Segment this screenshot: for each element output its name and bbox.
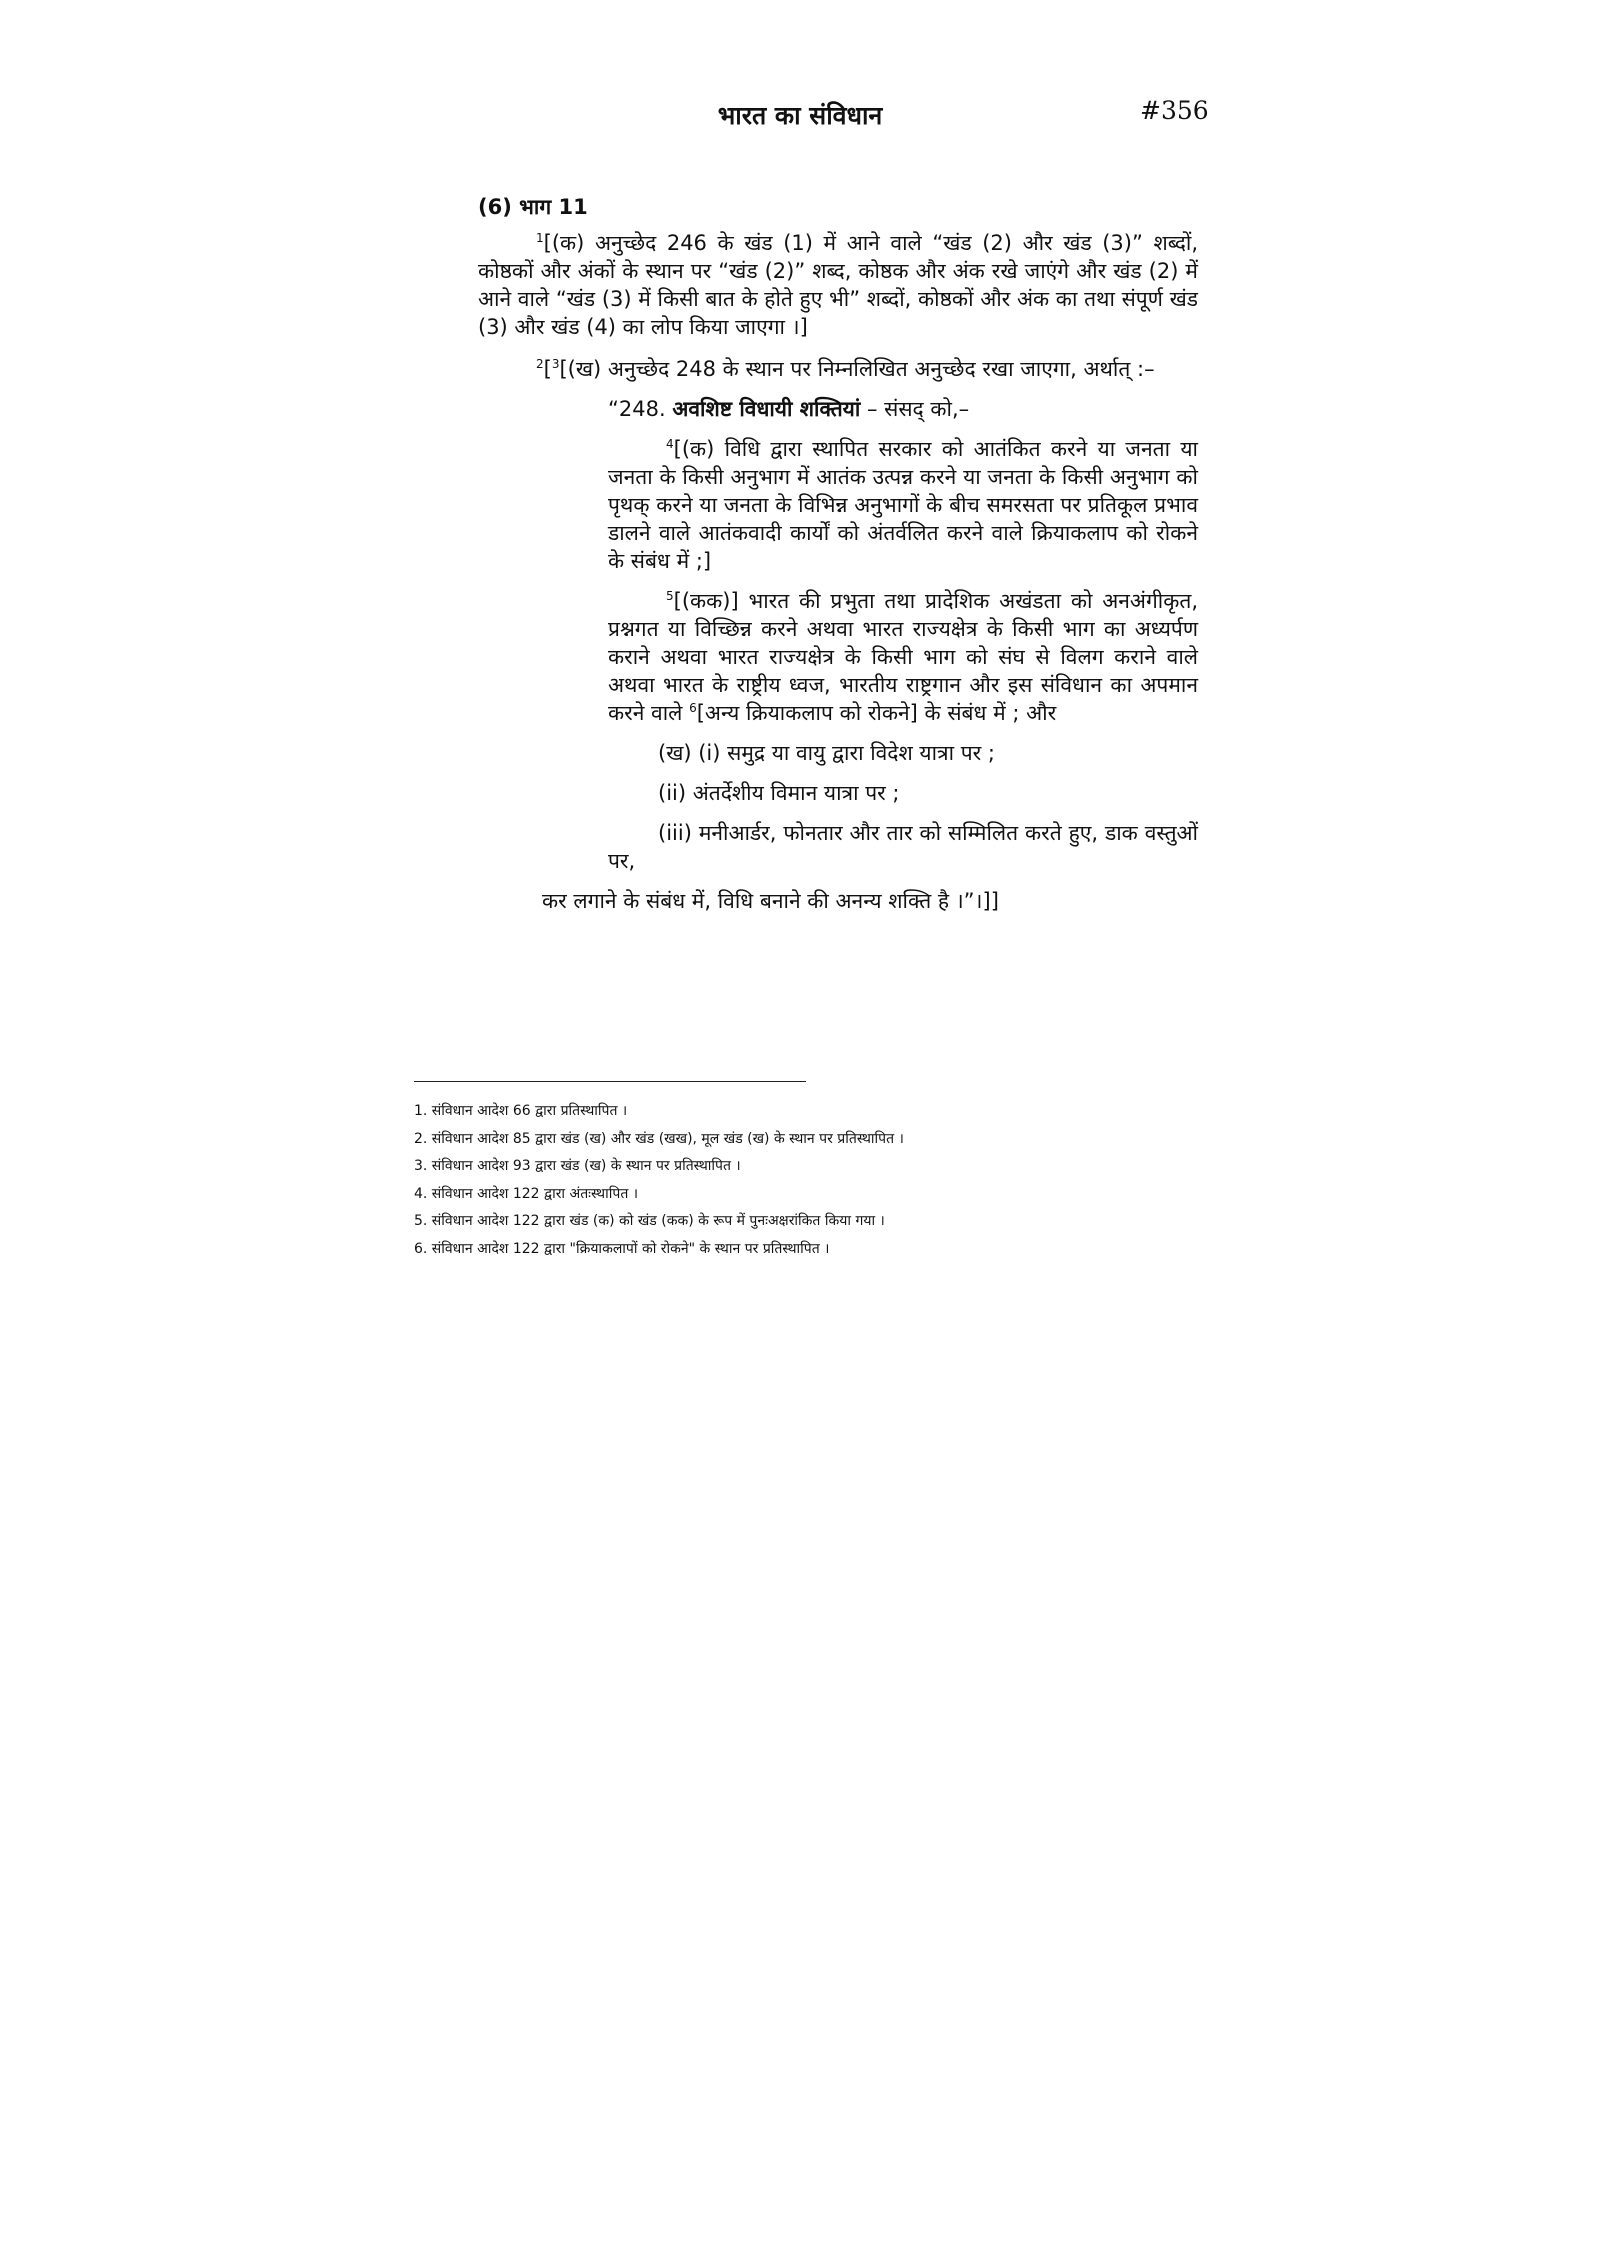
paragraph-text: [(क) अनुच्छेद 246 के खंड (1) में आने वाले “खंड (2) और खंड (3)” शब्दों, कोष्ठकों और अंकों के स्थान पर “खंड (2)” शब्द, कोष्ठक और अंक रखे जाएंगे और खंड (2) में आने वाले “खंड (3) में किसी बात के होते हुए भी” शब्दों, कोष्ठकों और अंक का तथा संपूर्ण खंड (3) और खंड (4) का लोप किया जाएगा ।]	[478, 231, 1198, 339]
paragraph-clause-k-amendment	[478, 229, 1198, 341]
footnote-marker: 5	[666, 589, 674, 603]
clause-k	[608, 435, 1198, 575]
article-number: “248.	[608, 397, 666, 421]
article-heading-rest: – संसद् को,–	[860, 397, 970, 421]
section-heading: (6) भाग 11	[478, 195, 588, 219]
footnote-divider	[414, 1081, 806, 1082]
footnote-marker: 6	[689, 701, 697, 715]
page-number: #356	[1140, 96, 1209, 125]
footnote: 1. संविधान आदेश 66 द्वारा प्रतिस्थापित ।	[414, 1103, 628, 1119]
paragraph-clause-kh-amendment	[478, 355, 1198, 383]
footnote-marker: 3	[551, 357, 560, 371]
clause-text: [अन्य क्रियाकलाप को रोकने] के संबंध में ; और	[696, 701, 1057, 725]
footnote: 6. संविधान आदेश 122 द्वारा "क्रियाकलापों को रोकने" के स्थान पर प्रतिस्थापित ।	[414, 1240, 830, 1257]
footnote-marker: 1	[536, 231, 544, 245]
footnote: 3. संविधान आदेश 93 द्वारा खंड (ख) के स्थान पर प्रतिस्थापित ।	[414, 1158, 741, 1174]
footnote: 4. संविधान आदेश 122 द्वारा अंतःस्थापित ।	[414, 1185, 639, 1202]
bracket: [	[543, 357, 552, 381]
document-body	[478, 193, 1198, 915]
clause-kh-ii: (ii) अंतर्देशीय विमान यात्रा पर ;	[658, 781, 900, 805]
footnote-marker: 2	[536, 357, 544, 371]
clause-text: [(क) विधि द्वारा स्थापित सरकार को आतंकित करने या जनता या जनता के किसी अनुभाग में आतंक उत्पन्न करने या जनता के किसी अनुभाग को पृथक् करने या जनता के विभिन्न अनुभागों के बीच समरसता पर प्रतिकूल प्रभाव डालने वाले आतंकवादी कार्यों को अंतर्वलित करने वाले क्रियाकलाप को रोकने के संबंध में ;]	[608, 437, 1198, 573]
footnotes	[414, 1098, 1314, 1263]
paragraph-text: [(ख) अनुच्छेद 248 के स्थान पर निम्नलिखित अनुच्छेद रखा जाएगा, अर्थात् :–	[559, 357, 1155, 381]
article-248-body	[608, 435, 1198, 875]
footnote: 2. संविधान आदेश 85 द्वारा खंड (ख) और खंड (खख), मूल खंड (ख) के स्थान पर प्रतिस्थापित ।	[414, 1130, 904, 1147]
clause-kk	[608, 587, 1198, 727]
article-title: अवशिष्ट विधायी शक्तियां	[672, 397, 861, 421]
footnote-marker: 4	[666, 437, 674, 451]
clause-text: [(कक)] भारत की प्रभुता तथा प्रादेशिक अखंडता को अनअंगीकृत, प्रश्नगत या विच्छिन्न करने अथवा भारत राज्यक्षेत्र के किसी भाग का अध्यर्पण कराने अथवा भारत राज्यक्षेत्र के किसी भाग को संघ से विलग कराने वाले अथवा भारत के राष्ट्रीय ध्वज, भारतीय राष्ट्रगान और इस संविधान का अपमान करने वाले	[608, 589, 1198, 725]
article-heading	[478, 395, 1198, 423]
clause-kh-iii: (iii) मनीआर्डर, फोनतार और तार को सम्मिलित करते हुए, डाक वस्तुओं पर,	[608, 821, 1198, 873]
footnote: 5. संविधान आदेश 122 द्वारा खंड (क) को खंड (कक) के रूप में पुनःअक्षरांकित किया गया ।	[414, 1213, 885, 1229]
page-title: भारत का संविधान	[717, 101, 883, 130]
clause-kh-i: (ख) (i) समुद्र या वायु द्वारा विदेश यात्रा पर ;	[658, 741, 996, 765]
closing-line: कर लगाने के संबंध में, विधि बनाने की अनन्य शक्ति है ।”।]]	[542, 889, 999, 913]
